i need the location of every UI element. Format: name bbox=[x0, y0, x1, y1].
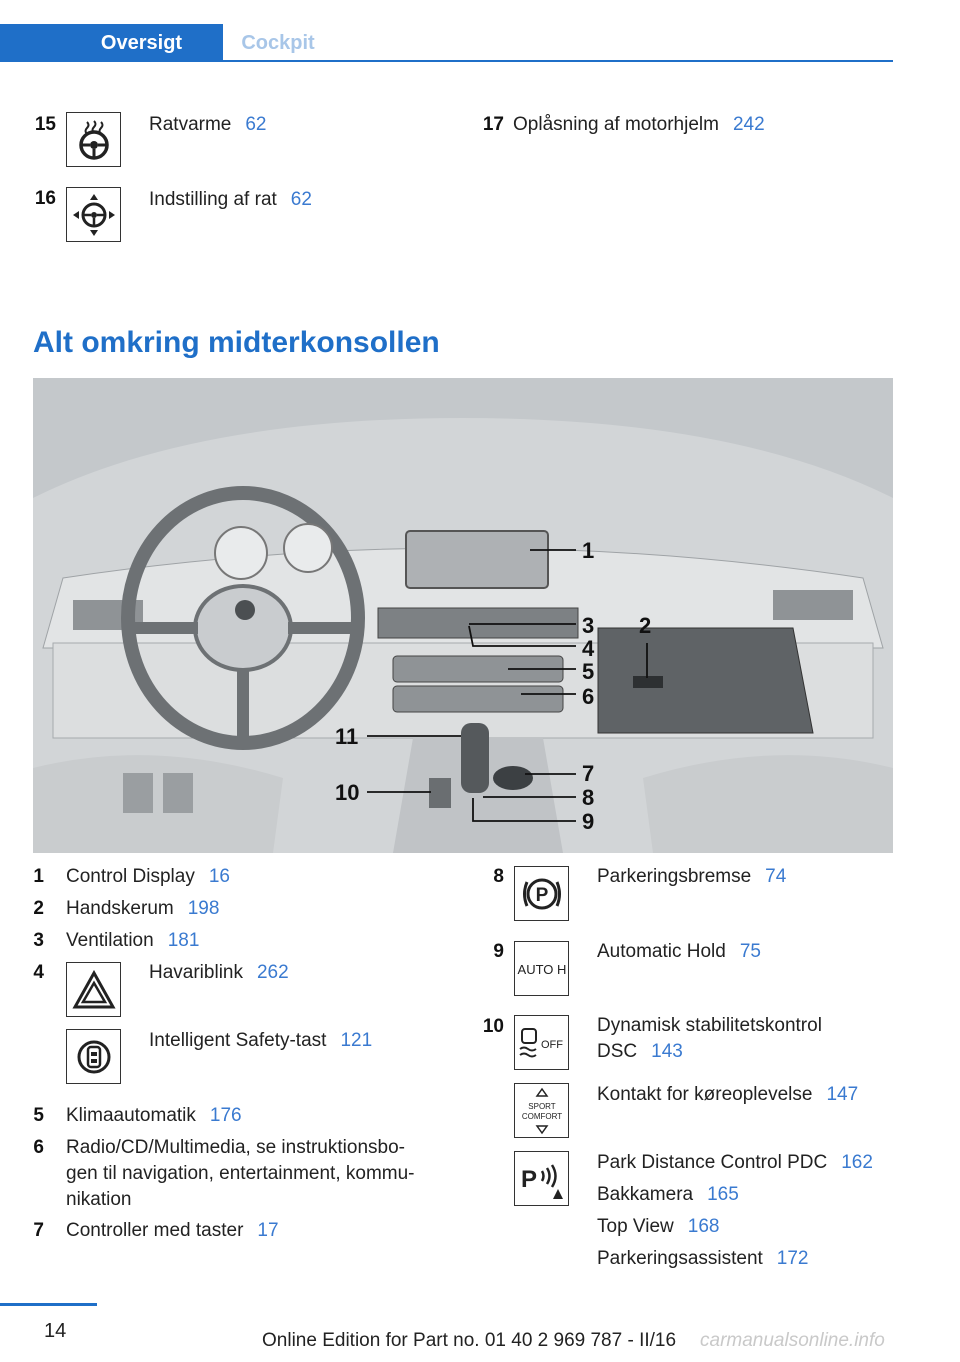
item-label bbox=[66, 1135, 415, 1213]
svg-text:P: P bbox=[535, 884, 548, 906]
page-link[interactable]: 121 bbox=[340, 1030, 373, 1051]
item-number: 16 bbox=[34, 188, 56, 209]
edition-note: Online Edition for Part no. 01 40 2 969 787 - II/16 bbox=[262, 1330, 677, 1351]
item-label: Control Display 16 bbox=[66, 866, 230, 887]
item-number: 5 bbox=[33, 1105, 44, 1126]
item-number: 17 bbox=[482, 114, 504, 135]
page-link[interactable]: 147 bbox=[826, 1084, 859, 1105]
item-number: 7 bbox=[33, 1220, 44, 1241]
center-console-figure bbox=[33, 378, 893, 853]
item-number: 8 bbox=[493, 866, 504, 887]
label-line: Top View 168 bbox=[597, 1216, 720, 1237]
item-number: 3 bbox=[33, 930, 44, 951]
item-number: 4 bbox=[33, 962, 44, 983]
page-link[interactable]: 181 bbox=[167, 930, 200, 951]
dsc-off-icon bbox=[514, 1015, 569, 1070]
page-link[interactable]: 16 bbox=[208, 866, 230, 887]
page-link[interactable]: 62 bbox=[245, 114, 267, 135]
item-label: Ratvarme 62 bbox=[149, 114, 267, 135]
section-title: Alt omkring midterkonsollen bbox=[33, 326, 440, 359]
item-label: Ventilation 181 bbox=[66, 930, 200, 951]
parking-brake-icon bbox=[514, 866, 569, 921]
callout-2: 2 bbox=[639, 613, 652, 638]
label-line: gen til navigation, entertainment, kommu- bbox=[66, 1163, 415, 1184]
icon-text: COMFORT bbox=[521, 1111, 562, 1121]
item-label: Klimaautomatik 176 bbox=[66, 1105, 242, 1126]
chapter-tabbar bbox=[0, 24, 893, 62]
page-link[interactable]: 162 bbox=[841, 1152, 873, 1173]
steering-wheel-adjust-icon bbox=[66, 187, 121, 242]
page-link[interactable]: 75 bbox=[739, 941, 761, 962]
callout-11: 11 bbox=[335, 724, 359, 749]
item-number: 2 bbox=[33, 898, 44, 919]
page-link[interactable]: 172 bbox=[776, 1248, 809, 1269]
callout-7: 7 bbox=[582, 761, 595, 786]
item-number: 15 bbox=[34, 114, 56, 135]
label-line: Radio/CD/Multimedia, se instruktionsbo- bbox=[66, 1137, 405, 1158]
page-number: 14 bbox=[44, 1320, 67, 1342]
icon-text: AUTO H bbox=[517, 961, 566, 977]
watermark: carmanualsonline.info bbox=[700, 1330, 885, 1351]
callout-6: 6 bbox=[582, 684, 595, 709]
intelligent-safety-icon bbox=[66, 1029, 121, 1084]
page-link[interactable]: 176 bbox=[209, 1105, 242, 1126]
callout-1: 1 bbox=[582, 538, 595, 563]
label-line: Parkeringsassistent 172 bbox=[597, 1248, 809, 1269]
callout-5: 5 bbox=[582, 659, 595, 684]
page-link[interactable]: 168 bbox=[687, 1216, 720, 1237]
label-line: Park Distance Control PDC 162 bbox=[597, 1152, 873, 1173]
item-label: Kontakt for køreoplevelse 147 bbox=[597, 1084, 859, 1105]
callout-4: 4 bbox=[582, 636, 595, 661]
tab-cockpit[interactable]: Cockpit bbox=[241, 32, 315, 54]
item-label: Parkeringsbremse 74 bbox=[597, 866, 787, 887]
item-label: Indstilling af rat 62 bbox=[149, 189, 312, 210]
page-link[interactable]: 262 bbox=[256, 962, 289, 983]
item-label: Oplåsning af motorhjelm 242 bbox=[513, 114, 765, 135]
item-label: Controller med taster 17 bbox=[66, 1220, 279, 1241]
callout-8: 8 bbox=[582, 785, 595, 810]
item-label: Havariblink 262 bbox=[149, 962, 289, 983]
hazard-warning-icon bbox=[66, 962, 121, 1017]
auto-hold-icon bbox=[514, 941, 569, 996]
page-link[interactable]: 143 bbox=[651, 1041, 683, 1062]
callout-10: 10 bbox=[335, 780, 360, 805]
page-link[interactable]: 74 bbox=[765, 866, 787, 887]
tab-oversigt[interactable]: Oversigt bbox=[0, 24, 223, 62]
item-label: Handskerum 198 bbox=[66, 898, 220, 919]
driving-experience-icon bbox=[514, 1083, 569, 1138]
page-link[interactable]: 165 bbox=[707, 1184, 739, 1205]
pdc-icon bbox=[514, 1151, 569, 1206]
steering-wheel-heating-icon bbox=[66, 112, 121, 167]
item-number: 10 bbox=[482, 1016, 504, 1037]
page-link[interactable]: 242 bbox=[732, 114, 765, 135]
page-link[interactable]: 198 bbox=[187, 898, 220, 919]
icon-text: SPORT bbox=[527, 1101, 556, 1111]
item-label bbox=[597, 1150, 873, 1272]
page-link[interactable]: 62 bbox=[290, 189, 312, 210]
item-label bbox=[597, 1013, 822, 1065]
page-link[interactable]: 17 bbox=[257, 1220, 279, 1241]
item-label: Intelligent Safety-tast 121 bbox=[149, 1030, 373, 1051]
svg-text:P: P bbox=[520, 1165, 537, 1193]
label-line: DSC 143 bbox=[597, 1041, 683, 1062]
callout-3: 3 bbox=[582, 613, 595, 638]
label-line: nikation bbox=[66, 1189, 132, 1210]
item-number: 1 bbox=[33, 866, 44, 887]
label-line: Dynamisk stabilitetskontrol bbox=[597, 1015, 822, 1036]
item-number: 6 bbox=[33, 1137, 44, 1158]
callout-9: 9 bbox=[582, 809, 595, 834]
label-line: Bakkamera 165 bbox=[597, 1184, 739, 1205]
footer-rule bbox=[0, 1303, 97, 1306]
icon-text: OFF bbox=[540, 1038, 563, 1051]
item-number: 9 bbox=[493, 941, 504, 962]
item-label: Automatic Hold 75 bbox=[597, 941, 761, 962]
